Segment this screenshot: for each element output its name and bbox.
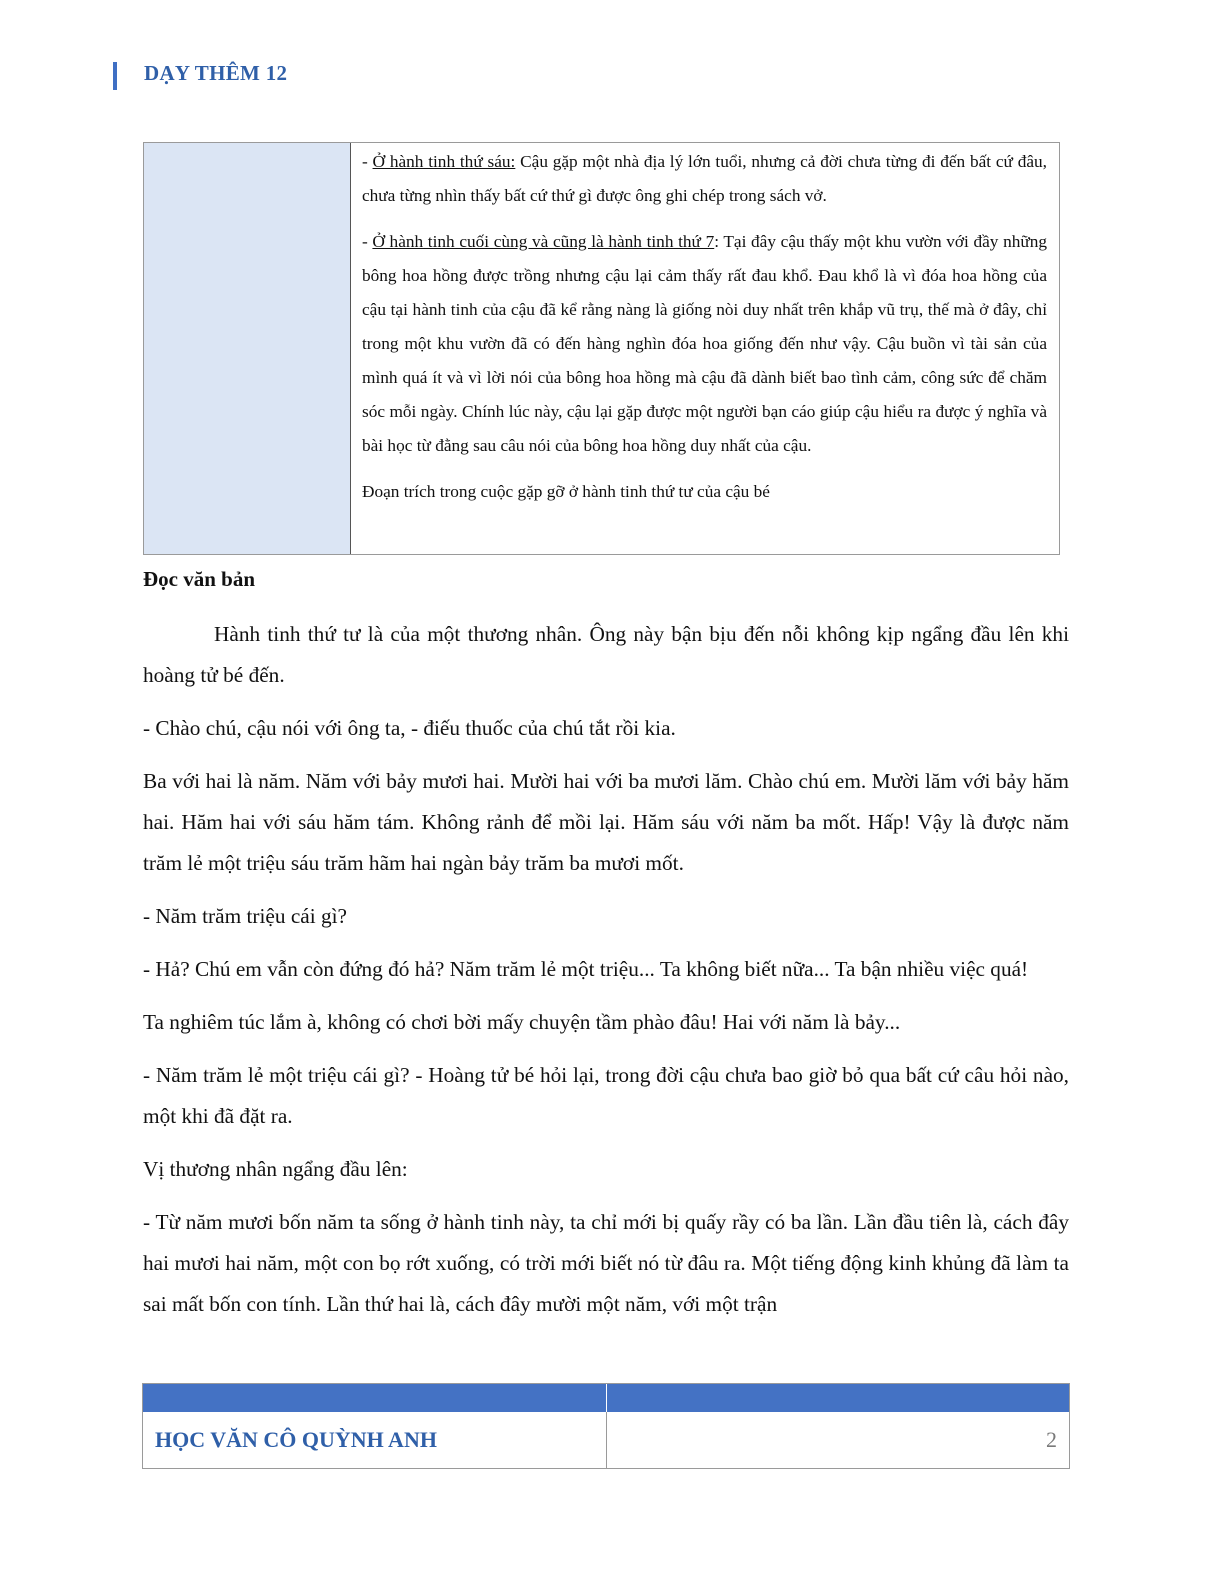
planet-6-label: Ở hành tinh thứ sáu: — [372, 152, 516, 171]
summary-table-left-cell — [144, 143, 351, 554]
planet-7-label: Ở hành tinh cuối cùng và cũng là hành tinh thứ 7 — [372, 232, 715, 251]
reading-paragraph: Ta nghiêm túc lắm à, không có chơi bời mấy chuyện tầm phào đâu! Hai với năm là bảy... — [143, 1010, 901, 1034]
page-header-title: DẠY THÊM 12 — [144, 61, 288, 85]
footer-color-band — [143, 1384, 1069, 1412]
header-accent-bar — [113, 62, 117, 90]
reading-paragraph: - Năm trăm lẻ một triệu cái gì? - Hoàng tử bé hỏi lại, trong đời cậu chưa bao giờ bỏ qua bất cứ câu hỏi nào, một khi đã đặt ra. — [143, 1063, 1069, 1128]
reading-paragraph: - Chào chú, cậu nói với ông ta, - điếu thuốc của chú tắt rồi kia. — [143, 716, 676, 740]
page-number: 2 — [1046, 1427, 1057, 1452]
planet-7-text: : Tại đây cậu thấy một khu vườn với đầy những bông hoa hồng được trồng nhưng cậu lại cảm thấy rất đau khổ. Đau khổ là vì đóa hoa hồng của cậu tại hành tinh của cậu đã kể rằng nàng là giống nòi duy nhất trên khắp vũ trụ, thế mà ở đây, chỉ trong một khu vườn đã có đến hàng nghìn đóa hoa giống đến như vậy. Cậu buồn vì tài sản của mình quá ít và vì lời nói của bông hoa hồng mà cậu đã dành biết bao tình cảm, công sức để chăm sóc mỗi ngày. Chính lúc này, cậu lại gặp được một người bạn cáo giúp cậu hiểu ra được ý nghĩa và bài học từ đằng sau câu nói của bông hoa hồng duy nhất của cậu. — [362, 232, 1048, 455]
reading-paragraph: Ba với hai là năm. Năm với bảy mươi hai. Mười hai với ba mươi lăm. Chào chú em. Mười lăm với bảy hăm hai. Hăm hai với sáu hăm tám. Không rảnh để mồi lại. Hăm sáu với năm ba mốt. Hấp! Vậy là được năm trăm lẻ một triệu sáu trăm hãm hai ngàn bảy trăm ba mươi mốt. — [143, 769, 1069, 875]
reading-paragraph: Hành tinh thứ tư là của một thương nhân. Ông này bận bịu đến nỗi không kịp ngẩng đầu lên khi hoàng tử bé đến. — [143, 622, 1069, 687]
summary-table — [143, 142, 1060, 555]
summary-table-right-cell — [351, 143, 1059, 554]
section-title-reading: Đọc văn bản — [143, 567, 256, 591]
reading-paragraph: - Hả? Chú em vẫn còn đứng đó hả? Năm trăm lẻ một triệu... Ta không biết nữa... Ta bận nhiều việc quá! — [143, 957, 1029, 981]
footer-row — [143, 1412, 1069, 1468]
reading-paragraph: Vị thương nhân ngẩng đầu lên: — [143, 1157, 408, 1181]
reading-paragraph: - Từ năm mươi bốn năm ta sống ở hành tinh này, ta chỉ mới bị quấy rầy có ba lần. Lần đầu tiên là, cách đây hai mươi hai năm, một con bọ rớt xuống, có trời mới biết nó từ đâu ra. Một tiếng động kinh khủng đã làm ta sai mất bốn con tính. Lần thứ hai là, cách đây mười một năm, với một trận — [143, 1210, 1069, 1316]
reading-paragraph: - Năm trăm triệu cái gì? — [143, 904, 348, 928]
excerpt-caption: Đoạn trích trong cuộc gặp gỡ ở hành tinh thứ tư của cậu bé — [362, 482, 770, 501]
page-footer — [142, 1383, 1070, 1469]
summary-paragraph-planet-6: - Ở hành tinh thứ sáu: Cậu gặp một nhà địa lý lớn tuổi, nhưng cả đời chưa từng đi đến bất cứ đâu, chưa từng nhìn thấy bất cứ thứ gì được ông ghi chép trong sách vở. — [362, 152, 1047, 205]
summary-paragraph-planet-7: - Ở hành tinh cuối cùng và cũng là hành tinh thứ 7: Tại đây cậu thấy một khu vườn với đầy những bông hoa hồng được trồng nhưng cậu lại cảm thấy rất đau khổ. Đau khổ là vì đóa hoa hồng của cậu tại hành tinh của cậu đã kể rằng nàng là giống nòi duy nhất trên khắp vũ trụ, thế mà ở đây, chỉ trong một khu vườn đã có đến hàng nghìn đóa hoa giống đến như vậy. Cậu buồn vì tài sản của mình quá ít và vì lời nói của bông hoa hồng mà cậu đã dành biết bao tình cảm, công sức để chăm sóc mỗi ngày. Chính lúc này, cậu lại gặp được một người bạn cáo giúp cậu hiểu ra được ý nghĩa và bài học từ đằng sau câu nói của bông hoa hồng duy nhất của cậu. — [362, 232, 1048, 455]
reading-text — [143, 614, 1069, 1337]
planet-6-text: Cậu gặp một nhà địa lý lớn tuổi, nhưng cả đời chưa từng đi đến bất cứ đâu, chưa từng nhìn thấy bất cứ thứ gì được ông ghi chép trong sách vở. — [362, 152, 1047, 205]
footer-label: HỌC VĂN CÔ QUỲNH ANH — [143, 1412, 607, 1468]
